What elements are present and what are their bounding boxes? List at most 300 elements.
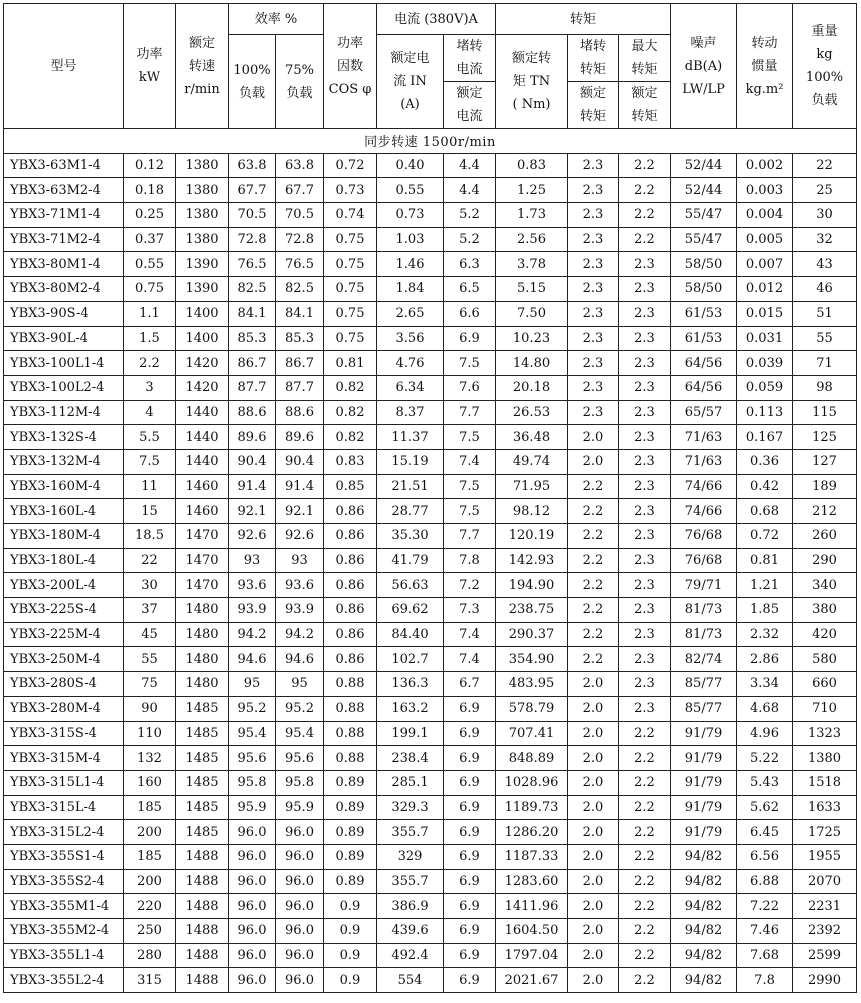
cell-weight: 32 — [793, 227, 857, 252]
cell-eff-75: 82.5 — [276, 277, 324, 302]
cell-power-factor: 0.72 — [324, 153, 377, 178]
cell-locked-torque-ratio: 2.0 — [568, 919, 619, 944]
cell-eff-75: 93 — [276, 548, 324, 573]
cell-power-factor: 0.82 — [324, 375, 377, 400]
cell-inertia: 7.68 — [737, 943, 793, 968]
cell-weight: 1380 — [793, 746, 857, 771]
cell-rated-torque: 483.95 — [496, 672, 568, 697]
cell-weight: 1633 — [793, 795, 857, 820]
cell-weight: 55 — [793, 326, 857, 351]
cell-eff-75: 96.0 — [276, 894, 324, 919]
cell-model: YBX3-355S1-4 — [4, 844, 124, 869]
cell-rated-torque: 290.37 — [496, 622, 568, 647]
cell-inertia: 0.039 — [737, 351, 793, 376]
cell-locked-torque-ratio: 2.3 — [568, 375, 619, 400]
cell-max-torque-ratio: 2.3 — [619, 524, 671, 549]
cell-eff-75: 90.4 — [276, 449, 324, 474]
cell-locked-current-ratio: 7.7 — [444, 400, 496, 425]
cell-inertia: 1.85 — [737, 598, 793, 623]
table-row — [4, 326, 857, 351]
cell-eff-full: 95.6 — [229, 746, 276, 771]
cell-eff-75: 95.9 — [276, 795, 324, 820]
cell-eff-full: 95 — [229, 672, 276, 697]
cell-locked-current-ratio: 7.8 — [444, 548, 496, 573]
cell-eff-full: 95.9 — [229, 795, 276, 820]
cell-power: 75 — [124, 672, 176, 697]
cell-weight: 340 — [793, 573, 857, 598]
cell-inertia: 6.56 — [737, 844, 793, 869]
cell-noise: 85/77 — [671, 696, 737, 721]
cell-speed: 1470 — [176, 573, 229, 598]
table-row — [4, 943, 857, 968]
cell-eff-full: 92.1 — [229, 499, 276, 524]
cell-eff-75: 96.0 — [276, 968, 324, 993]
cell-model: YBX3-315L2-4 — [4, 820, 124, 845]
cell-noise: 64/56 — [671, 375, 737, 400]
cell-inertia: 0.059 — [737, 375, 793, 400]
cell-rated-torque: 2.56 — [496, 227, 568, 252]
cell-rated-torque: 3.78 — [496, 252, 568, 277]
cell-locked-current-ratio: 6.9 — [444, 844, 496, 869]
cell-power-factor: 0.82 — [324, 425, 377, 450]
cell-inertia: 7.22 — [737, 894, 793, 919]
cell-weight: 2599 — [793, 943, 857, 968]
cell-rated-current: 28.77 — [377, 499, 444, 524]
header-power: 功率 kW — [124, 4, 176, 129]
cell-eff-full: 88.6 — [229, 400, 276, 425]
cell-weight: 22 — [793, 153, 857, 178]
cell-locked-current-ratio: 6.6 — [444, 301, 496, 326]
cell-speed: 1485 — [176, 770, 229, 795]
cell-rated-current: 41.79 — [377, 548, 444, 573]
cell-locked-torque-ratio: 2.0 — [568, 869, 619, 894]
table-row — [4, 795, 857, 820]
cell-eff-75: 93.6 — [276, 573, 324, 598]
cell-power-factor: 0.9 — [324, 968, 377, 993]
cell-max-torque-ratio: 2.2 — [619, 844, 671, 869]
table-row — [4, 598, 857, 623]
cell-locked-current-ratio: 6.9 — [444, 943, 496, 968]
cell-model: YBX3-132S-4 — [4, 425, 124, 450]
cell-max-torque-ratio: 2.2 — [619, 153, 671, 178]
cell-eff-full: 95.8 — [229, 770, 276, 795]
cell-noise: 94/82 — [671, 869, 737, 894]
cell-weight: 212 — [793, 499, 857, 524]
cell-inertia: 1.21 — [737, 573, 793, 598]
cell-noise: 81/73 — [671, 622, 737, 647]
cell-rated-current: 8.37 — [377, 400, 444, 425]
cell-max-torque-ratio: 2.2 — [619, 178, 671, 203]
cell-eff-75: 95.8 — [276, 770, 324, 795]
table-row — [4, 894, 857, 919]
cell-noise: 71/63 — [671, 425, 737, 450]
cell-power: 11 — [124, 474, 176, 499]
cell-max-torque-ratio: 2.2 — [619, 820, 671, 845]
cell-weight: 290 — [793, 548, 857, 573]
cell-rated-current: 329.3 — [377, 795, 444, 820]
cell-locked-current-ratio: 6.9 — [444, 696, 496, 721]
cell-power-factor: 0.86 — [324, 548, 377, 573]
cell-locked-current-ratio: 4.4 — [444, 153, 496, 178]
cell-noise: 61/53 — [671, 301, 737, 326]
header-rated-torque: 额定转 矩 TN ( Nm) — [496, 35, 568, 129]
cell-max-torque-ratio: 2.3 — [619, 351, 671, 376]
cell-max-torque-ratio: 2.3 — [619, 252, 671, 277]
cell-speed: 1390 — [176, 277, 229, 302]
cell-weight: 189 — [793, 474, 857, 499]
cell-locked-current-ratio: 7.7 — [444, 524, 496, 549]
cell-eff-full: 96.0 — [229, 894, 276, 919]
table-row — [4, 277, 857, 302]
cell-model: YBX3-225S-4 — [4, 598, 124, 623]
cell-max-torque-ratio: 2.2 — [619, 894, 671, 919]
cell-weight: 2070 — [793, 869, 857, 894]
cell-weight: 1323 — [793, 721, 857, 746]
cell-model: YBX3-355L1-4 — [4, 943, 124, 968]
cell-noise: 91/79 — [671, 721, 737, 746]
cell-rated-current: 0.73 — [377, 203, 444, 228]
cell-rated-torque: 20.18 — [496, 375, 568, 400]
cell-eff-full: 96.0 — [229, 968, 276, 993]
cell-power: 200 — [124, 869, 176, 894]
cell-locked-torque-ratio: 2.0 — [568, 820, 619, 845]
table-row — [4, 351, 857, 376]
header-current: 电流 (380V)A — [377, 4, 496, 35]
cell-eff-full: 90.4 — [229, 449, 276, 474]
cell-eff-75: 70.5 — [276, 203, 324, 228]
cell-speed: 1485 — [176, 795, 229, 820]
cell-inertia: 6.45 — [737, 820, 793, 845]
header-max-torque: 最大 转矩 — [619, 35, 671, 82]
cell-eff-75: 94.6 — [276, 647, 324, 672]
cell-locked-current-ratio: 6.9 — [444, 326, 496, 351]
cell-model: YBX3-355M1-4 — [4, 894, 124, 919]
cell-model: YBX3-71M2-4 — [4, 227, 124, 252]
cell-noise: 58/50 — [671, 277, 737, 302]
header-max-torque-denominator: 额定 转矩 — [619, 82, 671, 129]
cell-speed: 1420 — [176, 375, 229, 400]
cell-eff-75: 96.0 — [276, 943, 324, 968]
cell-inertia: 0.007 — [737, 252, 793, 277]
cell-rated-torque: 1.73 — [496, 203, 568, 228]
cell-speed: 1488 — [176, 844, 229, 869]
cell-max-torque-ratio: 2.2 — [619, 721, 671, 746]
cell-rated-torque: 5.15 — [496, 277, 568, 302]
cell-rated-torque: 194.90 — [496, 573, 568, 598]
cell-rated-current: 35.30 — [377, 524, 444, 549]
cell-power: 185 — [124, 844, 176, 869]
cell-weight: 125 — [793, 425, 857, 450]
cell-noise: 82/74 — [671, 647, 737, 672]
cell-max-torque-ratio: 2.3 — [619, 622, 671, 647]
cell-eff-full: 67.7 — [229, 178, 276, 203]
cell-speed: 1480 — [176, 598, 229, 623]
cell-power: 185 — [124, 795, 176, 820]
cell-power-factor: 0.9 — [324, 894, 377, 919]
cell-eff-75: 96.0 — [276, 844, 324, 869]
cell-locked-current-ratio: 7.5 — [444, 351, 496, 376]
header-locked-current-denominator: 额定 电流 — [444, 82, 496, 129]
cell-max-torque-ratio: 2.2 — [619, 968, 671, 993]
cell-power-factor: 0.81 — [324, 351, 377, 376]
cell-noise: 52/44 — [671, 178, 737, 203]
cell-rated-torque: 98.12 — [496, 499, 568, 524]
cell-power-factor: 0.83 — [324, 449, 377, 474]
cell-noise: 65/57 — [671, 400, 737, 425]
cell-locked-current-ratio: 5.2 — [444, 227, 496, 252]
cell-speed: 1400 — [176, 301, 229, 326]
cell-locked-current-ratio: 7.5 — [444, 474, 496, 499]
cell-locked-current-ratio: 7.5 — [444, 499, 496, 524]
cell-speed: 1488 — [176, 894, 229, 919]
cell-noise: 76/68 — [671, 524, 737, 549]
cell-power-factor: 0.89 — [324, 795, 377, 820]
cell-model: YBX3-112M-4 — [4, 400, 124, 425]
cell-power: 15 — [124, 499, 176, 524]
cell-inertia: 7.8 — [737, 968, 793, 993]
cell-power: 37 — [124, 598, 176, 623]
cell-locked-torque-ratio: 2.0 — [568, 795, 619, 820]
cell-eff-full: 63.8 — [229, 153, 276, 178]
cell-noise: 79/71 — [671, 573, 737, 598]
cell-eff-75: 95.4 — [276, 721, 324, 746]
cell-locked-torque-ratio: 2.3 — [568, 277, 619, 302]
cell-max-torque-ratio: 2.3 — [619, 647, 671, 672]
cell-model: YBX3-180M-4 — [4, 524, 124, 549]
cell-weight: 380 — [793, 598, 857, 623]
cell-power: 55 — [124, 647, 176, 672]
cell-noise: 94/82 — [671, 968, 737, 993]
cell-locked-torque-ratio: 2.3 — [568, 400, 619, 425]
cell-locked-torque-ratio: 2.3 — [568, 178, 619, 203]
cell-rated-torque: 120.19 — [496, 524, 568, 549]
cell-power: 3 — [124, 375, 176, 400]
cell-model: YBX3-355L2-4 — [4, 968, 124, 993]
cell-eff-full: 93 — [229, 548, 276, 573]
cell-inertia: 0.031 — [737, 326, 793, 351]
cell-noise: 94/82 — [671, 919, 737, 944]
cell-model: YBX3-90L-4 — [4, 326, 124, 351]
cell-locked-torque-ratio: 2.0 — [568, 721, 619, 746]
cell-model: YBX3-250M-4 — [4, 647, 124, 672]
cell-inertia: 4.68 — [737, 696, 793, 721]
cell-weight: 127 — [793, 449, 857, 474]
cell-noise: 74/66 — [671, 474, 737, 499]
cell-noise: 91/79 — [671, 820, 737, 845]
cell-power: 1.5 — [124, 326, 176, 351]
cell-speed: 1485 — [176, 721, 229, 746]
cell-eff-full: 95.2 — [229, 696, 276, 721]
cell-speed: 1488 — [176, 919, 229, 944]
cell-noise: 55/47 — [671, 227, 737, 252]
cell-speed: 1380 — [176, 203, 229, 228]
table-row — [4, 375, 857, 400]
cell-max-torque-ratio: 2.3 — [619, 326, 671, 351]
cell-locked-current-ratio: 7.4 — [444, 622, 496, 647]
cell-weight: 1518 — [793, 770, 857, 795]
table-row — [4, 449, 857, 474]
cell-power-factor: 0.86 — [324, 573, 377, 598]
cell-noise: 85/77 — [671, 672, 737, 697]
cell-power-factor: 0.86 — [324, 598, 377, 623]
cell-rated-current: 439.6 — [377, 919, 444, 944]
cell-eff-full: 76.5 — [229, 252, 276, 277]
cell-locked-torque-ratio: 2.0 — [568, 844, 619, 869]
cell-locked-torque-ratio: 2.2 — [568, 647, 619, 672]
header-locked-current: 堵转 电流 — [444, 35, 496, 82]
cell-max-torque-ratio: 2.3 — [619, 277, 671, 302]
cell-power: 22 — [124, 548, 176, 573]
cell-max-torque-ratio: 2.3 — [619, 425, 671, 450]
cell-noise: 74/66 — [671, 499, 737, 524]
cell-rated-torque: 1411.96 — [496, 894, 568, 919]
table-row — [4, 400, 857, 425]
cell-inertia: 0.81 — [737, 548, 793, 573]
cell-rated-torque: 1.25 — [496, 178, 568, 203]
cell-weight: 98 — [793, 375, 857, 400]
cell-weight: 1725 — [793, 820, 857, 845]
cell-rated-current: 492.4 — [377, 943, 444, 968]
cell-rated-torque: 1797.04 — [496, 943, 568, 968]
cell-model: YBX3-90S-4 — [4, 301, 124, 326]
cell-locked-torque-ratio: 2.3 — [568, 153, 619, 178]
cell-rated-torque: 36.48 — [496, 425, 568, 450]
cell-power-factor: 0.88 — [324, 721, 377, 746]
cell-speed: 1380 — [176, 227, 229, 252]
header-weight: 重量 kg 100% 负载 — [793, 4, 857, 129]
cell-inertia: 0.012 — [737, 277, 793, 302]
cell-eff-full: 70.5 — [229, 203, 276, 228]
cell-weight: 1955 — [793, 844, 857, 869]
cell-locked-current-ratio: 6.9 — [444, 770, 496, 795]
cell-eff-full: 82.5 — [229, 277, 276, 302]
cell-locked-torque-ratio: 2.2 — [568, 548, 619, 573]
cell-noise: 91/79 — [671, 795, 737, 820]
cell-power-factor: 0.75 — [324, 277, 377, 302]
cell-rated-torque: 1187.33 — [496, 844, 568, 869]
cell-model: YBX3-355S2-4 — [4, 869, 124, 894]
cell-locked-current-ratio: 7.3 — [444, 598, 496, 623]
cell-rated-torque: 0.83 — [496, 153, 568, 178]
cell-power-factor: 0.75 — [324, 301, 377, 326]
cell-inertia: 0.42 — [737, 474, 793, 499]
cell-power: 0.18 — [124, 178, 176, 203]
cell-rated-current: 2.65 — [377, 301, 444, 326]
cell-inertia: 0.015 — [737, 301, 793, 326]
table-row — [4, 696, 857, 721]
cell-power-factor: 0.89 — [324, 869, 377, 894]
table-row — [4, 548, 857, 573]
cell-noise: 71/63 — [671, 449, 737, 474]
cell-noise: 52/44 — [671, 153, 737, 178]
cell-eff-full: 87.7 — [229, 375, 276, 400]
cell-speed: 1480 — [176, 672, 229, 697]
cell-power: 250 — [124, 919, 176, 944]
cell-weight: 46 — [793, 277, 857, 302]
cell-power-factor: 0.74 — [324, 203, 377, 228]
table-row — [4, 869, 857, 894]
cell-locked-current-ratio: 7.4 — [444, 647, 496, 672]
cell-power-factor: 0.75 — [324, 227, 377, 252]
cell-eff-75: 96.0 — [276, 869, 324, 894]
cell-locked-current-ratio: 6.5 — [444, 277, 496, 302]
cell-power-factor: 0.73 — [324, 178, 377, 203]
cell-max-torque-ratio: 2.2 — [619, 227, 671, 252]
cell-max-torque-ratio: 2.3 — [619, 499, 671, 524]
cell-max-torque-ratio: 2.3 — [619, 449, 671, 474]
cell-model: YBX3-63M2-4 — [4, 178, 124, 203]
cell-inertia: 0.004 — [737, 203, 793, 228]
cell-max-torque-ratio: 2.2 — [619, 795, 671, 820]
cell-power-factor: 0.89 — [324, 820, 377, 845]
cell-rated-current: 3.56 — [377, 326, 444, 351]
cell-inertia: 0.113 — [737, 400, 793, 425]
cell-inertia: 3.34 — [737, 672, 793, 697]
cell-weight: 260 — [793, 524, 857, 549]
cell-model: YBX3-132M-4 — [4, 449, 124, 474]
table-row — [4, 499, 857, 524]
header-eff-full: 100% 负载 — [229, 35, 276, 129]
cell-eff-full: 96.0 — [229, 919, 276, 944]
cell-rated-torque: 1283.60 — [496, 869, 568, 894]
cell-eff-full: 96.0 — [229, 869, 276, 894]
cell-weight: 710 — [793, 696, 857, 721]
cell-inertia: 0.72 — [737, 524, 793, 549]
cell-eff-full: 89.6 — [229, 425, 276, 450]
cell-speed: 1488 — [176, 968, 229, 993]
cell-rated-current: 102.7 — [377, 647, 444, 672]
cell-power: 0.25 — [124, 203, 176, 228]
cell-locked-torque-ratio: 2.0 — [568, 449, 619, 474]
cell-locked-current-ratio: 6.9 — [444, 869, 496, 894]
cell-eff-75: 85.3 — [276, 326, 324, 351]
cell-model: YBX3-200L-4 — [4, 573, 124, 598]
cell-locked-current-ratio: 4.4 — [444, 178, 496, 203]
cell-speed: 1420 — [176, 351, 229, 376]
cell-rated-torque: 1286.20 — [496, 820, 568, 845]
cell-locked-current-ratio: 5.2 — [444, 203, 496, 228]
cell-locked-current-ratio: 7.2 — [444, 573, 496, 598]
cell-power-factor: 0.85 — [324, 474, 377, 499]
cell-weight: 51 — [793, 301, 857, 326]
cell-locked-torque-ratio: 2.3 — [568, 227, 619, 252]
cell-noise: 91/79 — [671, 770, 737, 795]
cell-rated-torque: 848.89 — [496, 746, 568, 771]
cell-rated-current: 84.40 — [377, 622, 444, 647]
cell-noise: 81/73 — [671, 598, 737, 623]
cell-speed: 1390 — [176, 252, 229, 277]
cell-rated-current: 1.03 — [377, 227, 444, 252]
cell-power-factor: 0.88 — [324, 746, 377, 771]
cell-power-factor: 0.86 — [324, 622, 377, 647]
cell-locked-current-ratio: 6.9 — [444, 919, 496, 944]
cell-power: 0.37 — [124, 227, 176, 252]
table-row — [4, 573, 857, 598]
cell-noise: 76/68 — [671, 548, 737, 573]
cell-inertia: 6.88 — [737, 869, 793, 894]
table-row — [4, 524, 857, 549]
cell-eff-75: 87.7 — [276, 375, 324, 400]
cell-power-factor: 0.88 — [324, 672, 377, 697]
cell-inertia: 0.002 — [737, 153, 793, 178]
cell-max-torque-ratio: 2.3 — [619, 548, 671, 573]
cell-locked-current-ratio: 7.4 — [444, 449, 496, 474]
cell-max-torque-ratio: 2.3 — [619, 375, 671, 400]
table-row — [4, 647, 857, 672]
cell-inertia: 4.96 — [737, 721, 793, 746]
cell-locked-current-ratio: 6.9 — [444, 968, 496, 993]
cell-locked-torque-ratio: 2.2 — [568, 622, 619, 647]
